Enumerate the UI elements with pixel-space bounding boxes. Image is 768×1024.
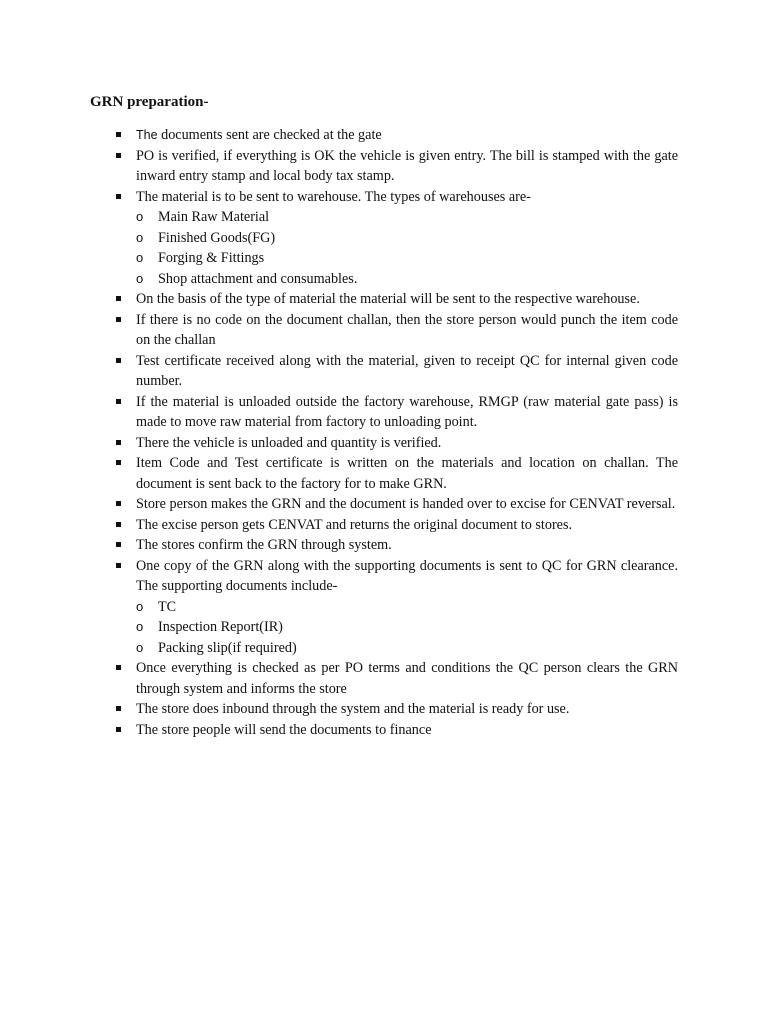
list-item [0,453,678,494]
item-text: The material is to be sent to warehouse. The types of warehouses are- [136,188,531,205]
list-item [0,125,678,146]
sub-list-item [0,617,768,638]
item-text: If the material is unloaded outside the factory warehouse, RMGP (raw material gate pass) is made to move raw material from factory to unloading point. [136,393,678,430]
list-item [0,515,678,536]
sub-list-item [0,597,768,618]
item-text: One copy of the GRN along with the supporting documents is sent to QC for GRN clearance. The supporting documents include- [136,557,678,594]
sub-item-text: Main Raw Material [158,209,270,225]
list-item [0,699,678,720]
sub-list-item [0,269,768,290]
square-bullet-icon [116,522,121,527]
page-title: GRN preparation- [90,94,209,110]
circle-bullet-icon: o [136,270,144,286]
sub-item-text: Shop attachment and consumables. [158,270,358,287]
item-text: documents sent are checked at the gate [157,127,382,143]
square-bullet-icon [116,317,121,322]
list-item [0,433,678,454]
item-lead-word: The [136,128,158,142]
sub-item-text: Packing slip(if required) [158,639,297,656]
circle-bullet-icon: o [136,598,144,614]
sub-list-item [0,638,768,659]
item-text: Test certificate received along with the material, given to receipt QC for internal given code number. [136,352,678,389]
item-text: On the basis of the type of material the material will be sent to the respective warehouse. [136,291,640,307]
list-item [0,392,678,433]
list-item [0,310,678,351]
sub-list-item [0,248,768,269]
sub-list-item [0,228,768,249]
circle-bullet-icon: o [136,209,144,224]
square-bullet-icon [116,563,121,568]
item-text: The excise person gets CENVAT and returns the original document to stores. [136,516,573,533]
square-bullet-icon [116,440,121,445]
square-bullet-icon [116,132,121,137]
square-bullet-icon [116,706,121,711]
item-text: The store people will send the documents to finance [136,721,432,738]
item-text: Store person makes the GRN and the document is handed over to excise for CENVAT reversal. [136,496,676,512]
list-item [0,720,678,741]
list-item [0,658,678,699]
circle-bullet-icon: o [136,250,144,265]
circle-bullet-icon: o [136,619,144,634]
item-text: PO is verified, if everything is OK the vehicle is given entry. The bill is stamped with the gate inward entry stamp and local body tax stamp. [136,147,678,184]
square-bullet-icon [116,358,121,363]
item-text: If there is no code on the document challan, then the store person would punch the item code on the challan [136,311,678,348]
square-bullet-icon [116,153,121,158]
square-bullet-icon [116,194,121,199]
square-bullet-icon [116,542,121,547]
square-bullet-icon [116,399,121,404]
item-text: Once everything is checked as per PO terms and conditions the QC person clears the GRN through system and informs the store [136,660,678,697]
item-text: The stores confirm the GRN through system. [136,537,392,553]
list-item [0,494,678,515]
sub-item-text: Forging & Fittings [158,250,265,266]
list-item [0,556,678,597]
circle-bullet-icon: o [136,229,144,245]
sub-item-text: TC [158,598,177,615]
item-text: There the vehicle is unloaded and quantity is verified. [136,434,442,451]
list-item [0,289,678,310]
square-bullet-icon [116,501,121,506]
sub-item-text: Finished Goods(FG) [158,229,276,246]
list-item [0,351,678,392]
square-bullet-icon [116,460,121,465]
item-text: The store does inbound through the system and the material is ready for use. [136,701,570,717]
item-text: Item Code and Test certificate is written on the materials and location on challan. The document is sent back to the factory for to make GRN. [136,455,678,492]
list-item [0,187,678,208]
square-bullet-icon [116,665,121,670]
circle-bullet-icon: o [136,639,144,655]
list-item [0,535,678,556]
sub-list-item [0,207,768,228]
sub-item-text: Inspection Report(IR) [158,619,283,635]
square-bullet-icon [116,727,121,732]
list-item [0,146,678,187]
square-bullet-icon [116,296,121,301]
bullet-list [0,125,768,740]
